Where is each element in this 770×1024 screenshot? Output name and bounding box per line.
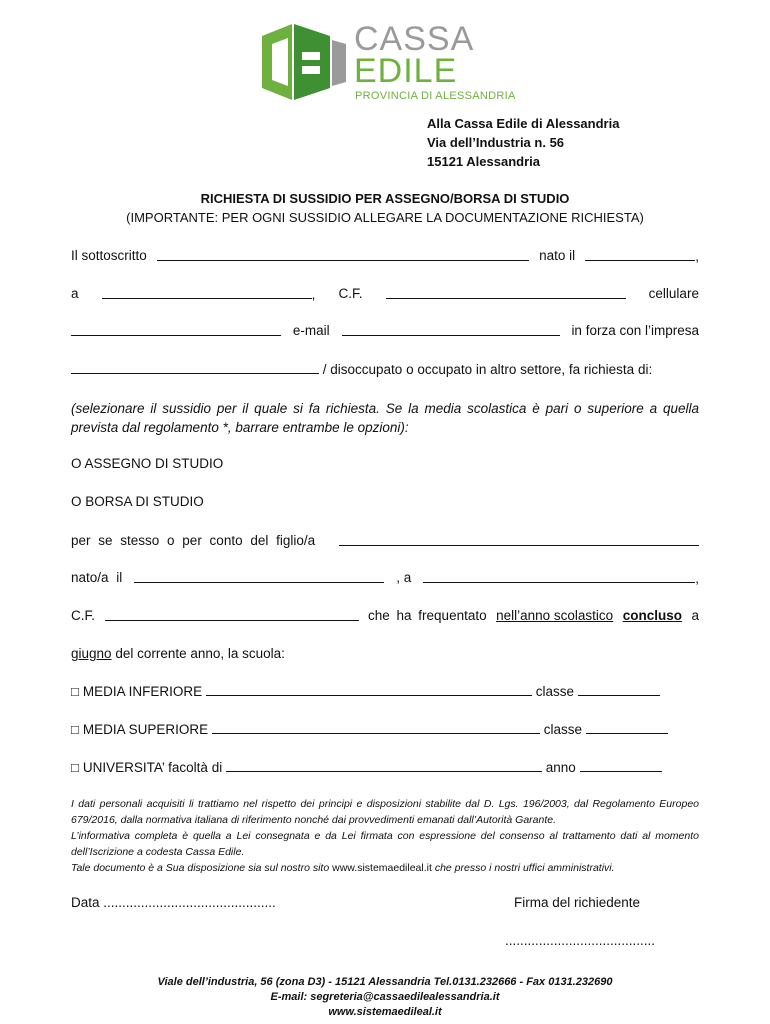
privacy-notice bbox=[71, 796, 699, 876]
field-anno[interactable] bbox=[580, 759, 662, 772]
row-per-se bbox=[71, 533, 699, 548]
field-name[interactable] bbox=[157, 248, 529, 261]
field-cellulare[interactable] bbox=[71, 323, 281, 336]
instruction-select: (selezionare il sussidio per il quale si fa richiesta. Se la media scolastica è pari o superiore a quella prevista dal regolamento *, barrare entrambe le opzioni): bbox=[71, 401, 699, 435]
label-classe-inf: classe bbox=[535, 684, 574, 699]
label-a3: a bbox=[691, 608, 699, 623]
footer-website[interactable]: www.sistemaedileal.it bbox=[328, 1006, 442, 1018]
label-classe-sup: classe bbox=[543, 722, 582, 737]
date-field[interactable]: Data .............................................. bbox=[71, 895, 276, 910]
label-cf: C.F. bbox=[338, 286, 363, 301]
row-media-inferiore bbox=[71, 683, 660, 699]
row-universita bbox=[71, 759, 662, 775]
label-in-forza: in forza con l’impresa bbox=[571, 323, 699, 338]
cassa-edile-logo bbox=[258, 22, 518, 102]
footer-address: Viale dell’industria, 56 (zona D3) - 15121 Alessandria Tel.0131.232666 - Fax 0131.232690 bbox=[157, 976, 613, 988]
label-nell-anno: nell’anno scolastico bbox=[496, 608, 614, 623]
label-cf2: C.F. bbox=[71, 608, 96, 623]
label-nato-il: nato il bbox=[539, 248, 576, 263]
recipient-address bbox=[427, 114, 619, 171]
page-title: RICHIESTA DI SUSSIDIO PER ASSEGNO/BORSA DI STUDIO bbox=[200, 191, 570, 206]
privacy-site-link[interactable]: www.sistemaedileal.it bbox=[332, 862, 432, 874]
row-impresa bbox=[71, 361, 652, 377]
label-giugno: giugno bbox=[71, 646, 112, 661]
label-anno: anno bbox=[545, 760, 576, 775]
privacy-p1: I dati personali acquisiti li trattiamo nel rispetto dei principi e disposizioni stabilite dal D. Lgs. 196/2003, dal Regolamento Europeo 679/2016, dalla normativa italiana di riferimento nonché dai provvedimenti emanati dall’Autorità Garante. bbox=[71, 798, 699, 826]
field-figlio[interactable] bbox=[339, 533, 699, 546]
label-a2: , a bbox=[396, 570, 412, 585]
option-assegno[interactable]: O ASSEGNO DI STUDIO bbox=[71, 456, 224, 471]
field-child-cf[interactable] bbox=[105, 608, 359, 621]
field-facolta[interactable] bbox=[226, 759, 542, 772]
label-sottoscritto: Il sottoscritto bbox=[71, 248, 147, 263]
page-footer bbox=[0, 975, 770, 1020]
page-subtitle: (IMPORTANTE: PER OGNI SUSSIDIO ALLEGARE LA DOCUMENTAZIONE RICHIESTA) bbox=[126, 210, 644, 225]
label-concluso: concluso bbox=[622, 608, 682, 623]
label-a: a bbox=[71, 286, 79, 301]
field-child-birth-date[interactable] bbox=[134, 570, 384, 583]
label-corrente: del corrente anno, la scuola: bbox=[115, 646, 285, 661]
field-impresa[interactable] bbox=[71, 361, 319, 374]
signature-field[interactable]: ........................................ bbox=[505, 933, 656, 948]
field-birthplace[interactable]: , bbox=[102, 286, 316, 302]
row-nato-a bbox=[71, 570, 699, 586]
label-cellulare: cellulare bbox=[648, 286, 699, 301]
field-media-superiore[interactable] bbox=[212, 721, 540, 734]
label-email: e-mail bbox=[292, 323, 330, 338]
footer-email[interactable]: E-mail: segreteria@cassaedilealessandria.it bbox=[270, 991, 500, 1003]
field-media-inferiore[interactable] bbox=[206, 683, 532, 696]
row-giugno bbox=[71, 646, 285, 661]
row-birthplace bbox=[71, 286, 699, 302]
row-cf-child bbox=[71, 608, 699, 623]
logo-word-provincia: PROVINCIA DI ALESSANDRIA bbox=[355, 90, 516, 102]
field-child-birthplace[interactable]: , bbox=[423, 570, 699, 586]
privacy-p2: L’informativa completa è quella a Lei consegnata e da Lei firmata con espressione del consenso al trattamento dati al momento dell’Iscrizione a codesta Cassa Edile. bbox=[71, 830, 699, 858]
privacy-p3: Tale documento è a Sua disposizione sia sul nostro sito www.sistemaedileal.it che presso i nostri uffici amministrativi. bbox=[71, 862, 615, 874]
label-disoccupato: / disoccupato o occupato in altro settore, fa richiesta di: bbox=[322, 362, 653, 377]
field-classe-sup[interactable] bbox=[586, 721, 668, 734]
field-birth-date[interactable]: , bbox=[585, 248, 699, 264]
field-classe-inf[interactable] bbox=[578, 683, 660, 696]
field-email[interactable] bbox=[342, 323, 560, 336]
recipient-line2: Via dell’Industria n. 56 bbox=[427, 135, 565, 150]
logo-word-edile: EDILE bbox=[354, 52, 458, 90]
row-contacts bbox=[71, 323, 699, 338]
checkbox-universita[interactable]: □ UNIVERSITA’ facoltà di bbox=[71, 760, 223, 775]
label-nato-a-il: nato/a il bbox=[71, 570, 123, 585]
logo-mark-icon bbox=[258, 22, 348, 102]
label-che-ha: che ha frequentato bbox=[368, 608, 487, 623]
row-media-superiore bbox=[71, 721, 668, 737]
recipient-line1: Alla Cassa Edile di Alessandria bbox=[427, 116, 620, 131]
row-sottoscritto bbox=[71, 248, 699, 264]
label-per-se: per se stesso o per conto del figlio/a bbox=[71, 533, 316, 548]
signature-label: Firma del richiedente bbox=[514, 895, 641, 910]
checkbox-media-superiore[interactable]: □ MEDIA SUPERIORE bbox=[71, 722, 209, 737]
logo-word-cassa: CASSA bbox=[354, 20, 475, 58]
checkbox-media-inferiore[interactable]: □ MEDIA INFERIORE bbox=[71, 684, 203, 699]
field-cf[interactable] bbox=[386, 286, 626, 299]
recipient-line3: 15121 Alessandria bbox=[427, 154, 540, 169]
option-borsa[interactable]: O BORSA DI STUDIO bbox=[71, 494, 204, 509]
